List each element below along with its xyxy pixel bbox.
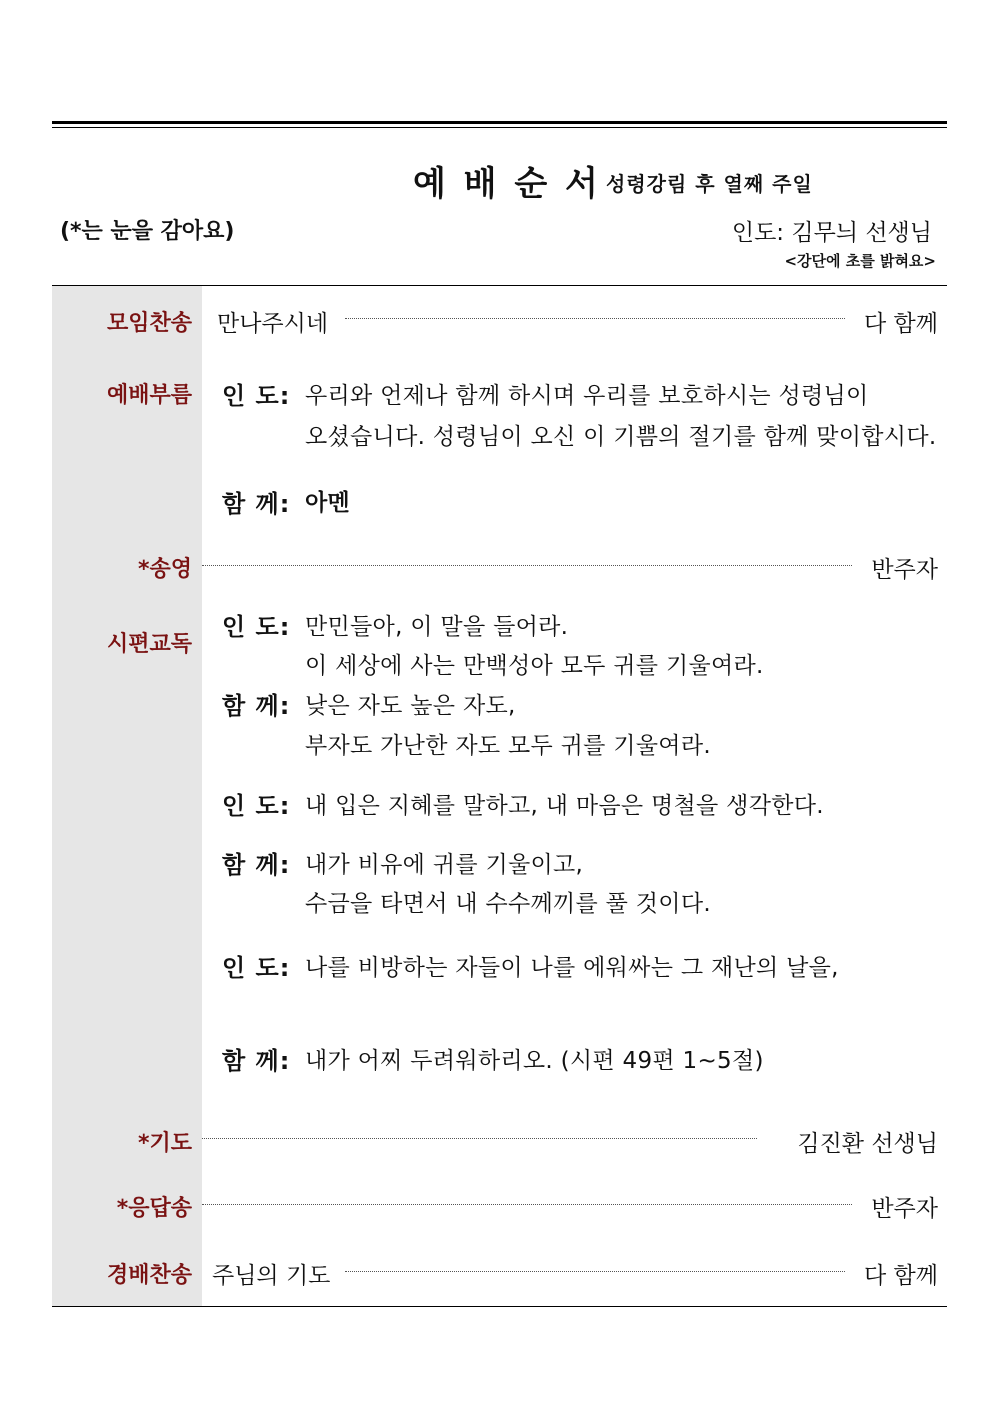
leader-name: 인도: 김무늬 선생님	[731, 220, 932, 246]
leader-role: 인 도:	[222, 792, 291, 820]
section-label: *기도	[137, 1131, 192, 1156]
top-rule-thin	[52, 127, 947, 128]
leader-dots	[202, 1204, 852, 1205]
section-label: 예배부름	[106, 383, 192, 408]
top-rule-thick	[52, 121, 947, 124]
performer: 다 함께	[864, 1263, 938, 1289]
reading-line: 부자도 가난한 자도 모두 귀를 기울여라.	[305, 733, 711, 759]
hymn-title: 만나주시네	[217, 311, 329, 337]
leader-dots	[345, 1271, 845, 1272]
leader-line: 우리와 언제나 함께 하시며 우리를 보호하시는 성령님이	[305, 383, 869, 409]
section-label: *응답송	[116, 1196, 192, 1221]
section-label: 시편교독	[106, 632, 192, 657]
page-subtitle: 성령강림 후 열째 주일	[606, 172, 813, 196]
instruction-note: (*는 눈을 감아요)	[60, 219, 235, 244]
table-bottom-rule	[52, 1306, 947, 1307]
performer: 다 함께	[864, 311, 938, 337]
hymn-title: 주님의 기도	[212, 1263, 331, 1289]
page-title: 예 배 순 서	[413, 164, 601, 204]
performer: 김진환 선생님	[797, 1131, 938, 1157]
performer: 반주자	[871, 1196, 938, 1222]
reading-line: 이 세상에 사는 만백성아 모두 귀를 기울여라.	[305, 653, 764, 679]
reading-line: 나를 비방하는 자들이 나를 에워싸는 그 재난의 날을,	[305, 955, 839, 981]
leader-role: 인 도:	[222, 954, 291, 982]
candle-note: <강단에 초를 밝혀요>	[784, 252, 936, 270]
leader-role: 인 도:	[222, 382, 291, 410]
reading-line: 내 입은 지혜를 말하고, 내 마음은 명철을 생각한다.	[305, 793, 824, 819]
all-role: 함 께:	[222, 490, 291, 518]
performer: 반주자	[871, 557, 938, 583]
leader-dots	[202, 565, 852, 566]
leader-role: 인 도:	[222, 613, 291, 641]
all-role: 함 께:	[222, 851, 291, 879]
section-label: *송영	[137, 557, 192, 582]
reading-line: 수금을 타면서 내 수수께끼를 풀 것이다.	[305, 891, 711, 917]
reading-line: 낮은 자도 높은 자도,	[305, 693, 516, 719]
all-line: 아멘	[305, 490, 351, 516]
leader-dots	[345, 318, 845, 319]
leader-line: 오셨습니다. 성령님이 오신 이 기쁨의 절기를 함께 맞이합시다.	[305, 424, 937, 450]
reading-line: 내가 비유에 귀를 기울이고,	[305, 852, 584, 878]
reading-line: 만민들아, 이 말을 들어라.	[305, 614, 569, 640]
all-role: 함 께:	[222, 1047, 291, 1075]
all-role: 함 께:	[222, 692, 291, 720]
reading-line: 내가 어찌 두려워하리오. (시편 49편 1~5절)	[305, 1048, 764, 1074]
section-label: 경배찬송	[106, 1263, 192, 1288]
section-label: 모임찬송	[106, 311, 192, 336]
leader-dots	[202, 1138, 757, 1139]
